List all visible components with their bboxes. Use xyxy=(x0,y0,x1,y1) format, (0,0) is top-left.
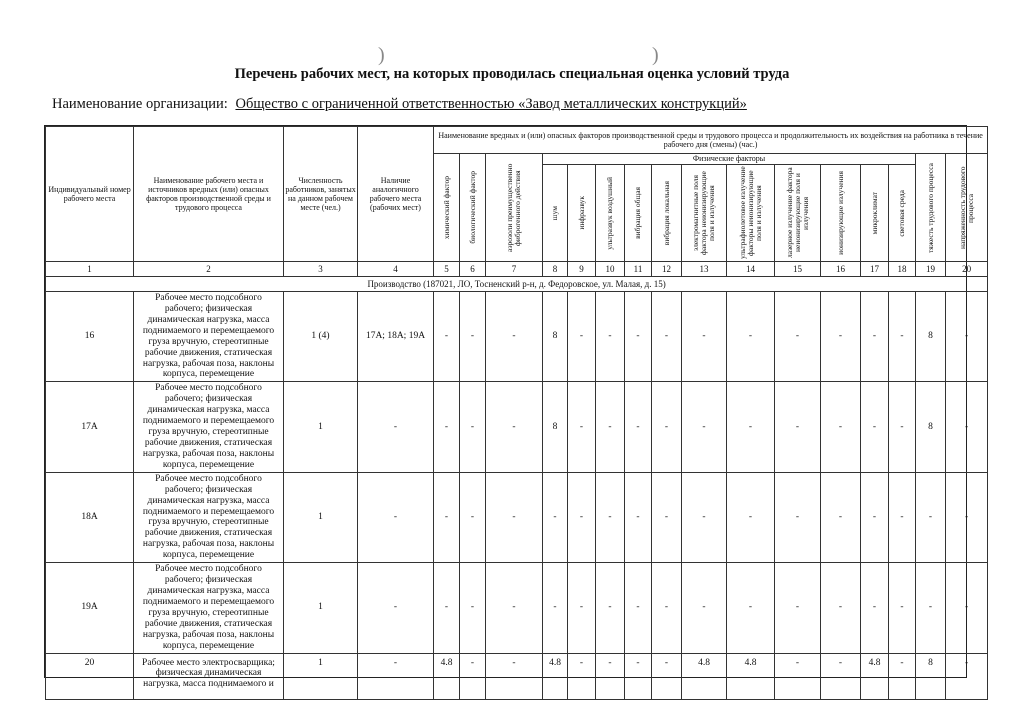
factor-value-cell: - xyxy=(821,472,861,562)
factor-value-cell: - xyxy=(596,472,625,562)
factor-value-cell: - xyxy=(821,292,861,382)
factor-value-cell: - xyxy=(460,292,486,382)
column-number-cell: 16 xyxy=(821,262,861,277)
factor-header-text: шум xyxy=(550,205,560,221)
factor-value-cell: - xyxy=(486,382,543,472)
table-row xyxy=(46,472,988,562)
factor-value-cell: 8 xyxy=(916,653,946,699)
factor-value-cell: - xyxy=(568,292,596,382)
factor-header xyxy=(727,165,775,262)
factor-header-text: тяжесть трудового процесса xyxy=(925,162,935,253)
factor-header xyxy=(775,165,821,262)
factor-header xyxy=(460,154,486,262)
factor-header-text: вибрация общая xyxy=(633,187,643,239)
factor-value-cell: - xyxy=(861,563,889,653)
header-id: Индивидуальный номер рабочего места xyxy=(46,127,134,262)
factor-value-cell: - xyxy=(727,292,775,382)
factor-value-cell: - xyxy=(775,292,821,382)
factor-header xyxy=(652,165,682,262)
factor-header xyxy=(821,165,861,262)
analog-cell: - xyxy=(358,653,434,699)
analog-cell: 17А; 18А; 19А xyxy=(358,292,434,382)
column-number-cell: 1 xyxy=(46,262,134,277)
factor-value-cell: - xyxy=(652,472,682,562)
factor-value-cell: - xyxy=(775,382,821,472)
factor-header xyxy=(889,165,916,262)
column-number-cell: 11 xyxy=(625,262,652,277)
table-row xyxy=(46,653,988,699)
analog-cell: - xyxy=(358,382,434,472)
org-name: Общество с ограниченной ответственностью «Завод металлических конструкций» xyxy=(235,96,747,112)
factor-header-text: вибрация локальная xyxy=(661,180,671,246)
factor-value-cell: - xyxy=(889,563,916,653)
scan-mark-right: ) xyxy=(652,44,659,66)
table-row xyxy=(46,563,988,653)
factor-value-cell: - xyxy=(916,472,946,562)
factor-value-cell: - xyxy=(727,472,775,562)
factor-header-text: биологический фактор xyxy=(467,171,477,244)
factor-value-cell: 8 xyxy=(543,292,568,382)
organization-line xyxy=(52,96,747,113)
workplace-id-cell: 19А xyxy=(46,563,134,653)
factor-value-cell: - xyxy=(625,292,652,382)
column-number-cell: 18 xyxy=(889,262,916,277)
sout-table xyxy=(45,126,988,700)
factor-value-cell: - xyxy=(460,563,486,653)
column-number-cell: 6 xyxy=(460,262,486,277)
factor-value-cell: - xyxy=(821,563,861,653)
header-name: Наименование рабочего места и источников вредных (или) опасных факторов производственной среды и трудового процесса xyxy=(134,127,284,262)
column-number-cell: 15 xyxy=(775,262,821,277)
factor-value-cell: - xyxy=(486,292,543,382)
factor-value-cell: - xyxy=(775,653,821,699)
factor-header xyxy=(486,154,543,262)
factor-value-cell: - xyxy=(727,382,775,472)
header-count: Численность работников, занятых на данном рабочем месте (чел.) xyxy=(284,127,358,262)
factor-value-cell: - xyxy=(861,472,889,562)
factor-value-cell: - xyxy=(946,563,988,653)
header-physical-group: Физические факторы xyxy=(543,154,916,165)
workplace-name-cell: Рабочее место электросварщика; физическая динамическая нагрузка, масса поднимаемого и xyxy=(134,653,284,699)
table-row xyxy=(46,382,988,472)
factor-value-cell: 4.8 xyxy=(861,653,889,699)
factor-value-cell: - xyxy=(775,563,821,653)
worker-count-cell: 1 xyxy=(284,563,358,653)
factor-header xyxy=(596,165,625,262)
factor-header xyxy=(861,165,889,262)
factor-value-cell: 8 xyxy=(916,382,946,472)
factor-header xyxy=(434,154,460,262)
factor-value-cell: - xyxy=(889,653,916,699)
column-number-cell: 4 xyxy=(358,262,434,277)
factor-value-cell: - xyxy=(568,653,596,699)
factor-header-text: химический фактор xyxy=(441,175,451,240)
factor-value-cell: - xyxy=(625,563,652,653)
factor-value-cell: - xyxy=(652,653,682,699)
workplace-id-cell: 20 xyxy=(46,653,134,699)
table-row xyxy=(46,292,988,382)
factor-header-text: ультрафиолетовое излучение факторы неионизирующие поля и излучения xyxy=(737,166,763,260)
header-analog: Наличие аналогичного рабочего места (рабочих мест) xyxy=(358,127,434,262)
factor-header-text: лазерное излучение фактора неионизирующие поля и излучения xyxy=(784,167,810,259)
factor-value-cell: - xyxy=(543,472,568,562)
sout-table-frame xyxy=(44,125,983,690)
factor-value-cell: - xyxy=(682,472,727,562)
factor-header xyxy=(568,165,596,262)
factor-value-cell: - xyxy=(486,472,543,562)
factor-header xyxy=(682,165,727,262)
factor-header-text: аэрозоли преимущественно фиброгенного действия xyxy=(505,163,522,252)
worker-count-cell: 1 xyxy=(284,472,358,562)
factor-value-cell: - xyxy=(682,292,727,382)
header-factors-group: Наименование вредных и (или) опасных факторов производственной среды и трудового процесса и продолжительность их воздействия на работника в течение рабочего дня (смены) (час.) xyxy=(434,127,988,154)
analog-cell: - xyxy=(358,563,434,653)
factor-value-cell: - xyxy=(568,472,596,562)
factor-value-cell: - xyxy=(543,563,568,653)
factor-header xyxy=(543,165,568,262)
workplace-name-cell: Рабочее место подсобного рабочего; физическая динамическая нагрузка, масса поднимаемого и перемещаемого груза вручную, стереотипные рабочие движения, статическая нагрузка, рабочая поза, наклоны корпуса, перемещение xyxy=(134,563,284,653)
factor-value-cell: - xyxy=(460,472,486,562)
workplace-name-cell: Рабочее место подсобного рабочего; физическая динамическая нагрузка, масса поднимаемого и перемещаемого груза вручную, стереотипные рабочие движения, статическая нагрузка, рабочая поза, наклоны корпуса, перемещение xyxy=(134,292,284,382)
factor-value-cell: 4.8 xyxy=(543,653,568,699)
column-number-cell: 3 xyxy=(284,262,358,277)
column-number-cell: 17 xyxy=(861,262,889,277)
factor-value-cell: - xyxy=(775,472,821,562)
factor-value-cell: - xyxy=(625,653,652,699)
factor-value-cell: - xyxy=(889,292,916,382)
column-number-cell: 10 xyxy=(596,262,625,277)
worker-count-cell: 1 xyxy=(284,382,358,472)
factor-value-cell: - xyxy=(946,653,988,699)
section-label: Производство (187021, ЛО, Тосненский р-н, д. Федоровское, ул. Малая, д. 15) xyxy=(46,277,988,292)
factor-value-cell: - xyxy=(460,653,486,699)
factor-value-cell: - xyxy=(434,472,460,562)
factor-value-cell: - xyxy=(682,563,727,653)
factor-header-text: ионизирующие излучения xyxy=(835,171,845,255)
factor-value-cell: 8 xyxy=(916,292,946,382)
factor-value-cell: - xyxy=(596,292,625,382)
column-number-cell: 13 xyxy=(682,262,727,277)
factor-value-cell: - xyxy=(682,382,727,472)
column-number-cell: 9 xyxy=(568,262,596,277)
factor-value-cell: - xyxy=(652,563,682,653)
factor-value-cell: - xyxy=(889,472,916,562)
factor-header xyxy=(916,154,946,262)
factor-value-cell: - xyxy=(625,472,652,562)
factor-value-cell: - xyxy=(946,472,988,562)
factor-value-cell: - xyxy=(596,563,625,653)
workplace-name-cell: Рабочее место подсобного рабочего; физическая динамическая нагрузка, масса поднимаемого и перемещаемого груза вручную, стереотипные рабочие движения, статическая нагрузка, рабочая поза, наклоны корпуса, перемещение xyxy=(134,472,284,562)
factor-header-text: световая среда xyxy=(897,189,907,237)
factor-value-cell: - xyxy=(916,563,946,653)
factor-header xyxy=(946,154,988,262)
column-number-cell: 12 xyxy=(652,262,682,277)
factor-value-cell: - xyxy=(568,382,596,472)
factor-value-cell: - xyxy=(434,292,460,382)
factor-value-cell: - xyxy=(486,653,543,699)
factor-value-cell: - xyxy=(727,563,775,653)
scan-mark-left: ) xyxy=(378,44,385,66)
factor-value-cell: - xyxy=(652,292,682,382)
column-number-cell: 14 xyxy=(727,262,775,277)
factor-value-cell: 4.8 xyxy=(434,653,460,699)
factor-header-text: микроклимат xyxy=(869,191,879,235)
factor-value-cell: - xyxy=(861,292,889,382)
column-number-cell: 2 xyxy=(134,262,284,277)
factor-value-cell: - xyxy=(861,382,889,472)
factor-header-text: электромагнитные поля фактора неионизирующие поля и излучения xyxy=(691,171,716,255)
factor-value-cell: - xyxy=(821,653,861,699)
factor-value-cell: - xyxy=(821,382,861,472)
factor-value-cell: - xyxy=(946,292,988,382)
column-number-cell: 19 xyxy=(916,262,946,277)
factor-value-cell: 8 xyxy=(543,382,568,472)
workplace-id-cell: 18А xyxy=(46,472,134,562)
page-title: Перечень рабочих мест, на которых проводилась специальная оценка условий труда xyxy=(234,66,790,82)
factor-value-cell: 4.8 xyxy=(727,653,775,699)
column-number-cell: 20 xyxy=(946,262,988,277)
column-number-cell: 7 xyxy=(486,262,543,277)
factor-value-cell: - xyxy=(652,382,682,472)
factor-value-cell: - xyxy=(596,653,625,699)
factor-header-text: напряженность трудового процесса xyxy=(957,166,975,249)
workplace-name-cell: Рабочее место подсобного рабочего; физическая динамическая нагрузка, масса поднимаемого и перемещаемого груза вручную, стереотипные рабочие движения, статическая нагрузка, рабочая поза, наклоны корпуса, перемещение xyxy=(134,382,284,472)
factor-value-cell: - xyxy=(596,382,625,472)
org-label: Наименование организации: xyxy=(52,96,228,112)
column-number-cell: 8 xyxy=(543,262,568,277)
factor-value-cell: - xyxy=(486,563,543,653)
factor-value-cell: - xyxy=(460,382,486,472)
workplace-id-cell: 16 xyxy=(46,292,134,382)
section-row xyxy=(46,277,988,292)
column-numbers-row xyxy=(46,262,988,277)
factor-value-cell: - xyxy=(625,382,652,472)
factor-value-cell: - xyxy=(568,563,596,653)
worker-count-cell: 1 (4) xyxy=(284,292,358,382)
column-number-cell: 5 xyxy=(434,262,460,277)
factor-value-cell: - xyxy=(889,382,916,472)
factor-value-cell: - xyxy=(434,382,460,472)
workplace-id-cell: 17А xyxy=(46,382,134,472)
factor-header-text: инфразвук xyxy=(576,196,586,230)
factor-value-cell: 4.8 xyxy=(682,653,727,699)
factor-value-cell: - xyxy=(946,382,988,472)
analog-cell: - xyxy=(358,472,434,562)
factor-header-text: ультразвук воздушный xyxy=(605,176,615,250)
worker-count-cell: 1 xyxy=(284,653,358,699)
factor-value-cell: - xyxy=(434,563,460,653)
factor-header xyxy=(625,165,652,262)
